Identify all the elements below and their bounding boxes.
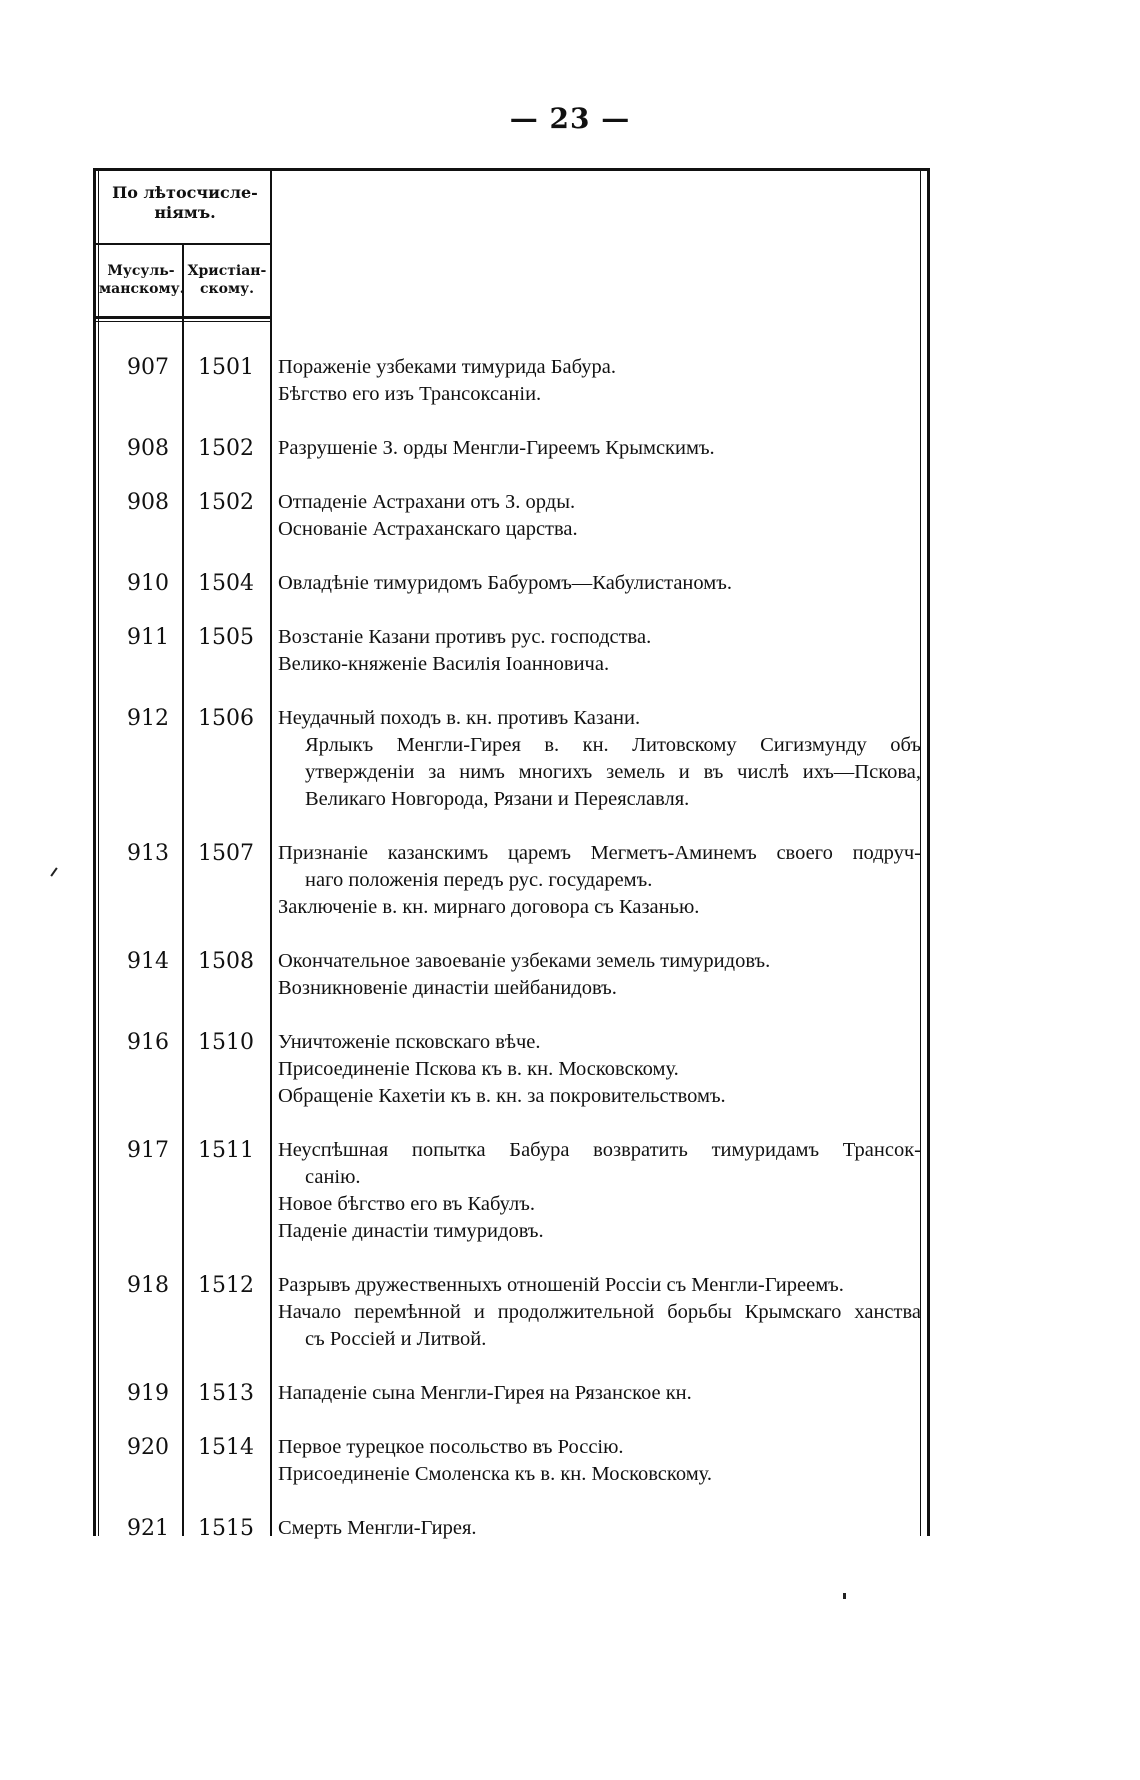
column-divider-muslim: [182, 245, 184, 1536]
event-entry: [278, 435, 921, 462]
header-col-line: Христіан-: [187, 263, 267, 279]
event-entry: [278, 732, 921, 813]
event-entry: [278, 624, 921, 651]
event-entry: [278, 1272, 921, 1299]
year-muslim: 908: [127, 490, 169, 515]
year-christian: 1515: [198, 1516, 254, 1541]
year-muslim: 919: [127, 1381, 169, 1406]
header-col-line: манскому.: [99, 281, 185, 297]
event-text-line: Отпаденіе Астрахани отъ З. орды.: [278, 491, 576, 513]
event-text-line: Начало перемѣнной и продолжительной борьбы Крымскаго ханства: [278, 1301, 921, 1323]
event-list: [278, 435, 921, 462]
event-text-line: Возстаніе Казани противъ рус. господства.: [278, 626, 652, 648]
event-text-line: наго положенія передъ рус. государемъ.: [305, 869, 653, 891]
event-list: [278, 1137, 921, 1245]
event-entry: [278, 1380, 921, 1407]
event-text-line: Уничтоженіе псковскаго вѣче.: [278, 1031, 541, 1053]
year-christian: 1507: [198, 841, 254, 866]
event-list: [278, 840, 921, 921]
year-muslim: 913: [127, 841, 169, 866]
event-text-line: Присоединеніе Пскова къ в. кн. Московскому.: [278, 1058, 679, 1080]
event-entry: [278, 1056, 921, 1083]
year-christian: 1501: [198, 355, 254, 380]
event-entry: [278, 570, 921, 597]
event-entry: [278, 1191, 921, 1218]
event-text-line: Обращеніе Кахетіи къ в. кн. за покровительствомъ.: [278, 1085, 726, 1107]
event-text-line: Основаніе Астраханскаго царства.: [278, 518, 578, 540]
event-entry: [278, 894, 921, 921]
left-double-rule: [98, 168, 99, 1536]
year-christian: 1502: [198, 490, 254, 515]
event-text-line: Велико-княженіе Василія Іоанновича.: [278, 653, 610, 675]
year-muslim: 911: [127, 625, 169, 650]
year-christian: 1505: [198, 625, 254, 650]
event-text-line: Великаго Новгорода, Рязани и Переяславля.: [305, 788, 690, 810]
scan-speck: [50, 867, 57, 876]
year-muslim: 912: [127, 706, 169, 731]
event-entry: [278, 975, 921, 1002]
header-col-line: скому.: [200, 281, 254, 297]
event-list: [278, 1434, 921, 1488]
header-group-line: ніямъ.: [154, 203, 216, 222]
header-group-line: По лѣтосчисле-: [112, 183, 258, 202]
event-entry: [278, 705, 921, 732]
event-text-line: Окончательное завоеваніе узбеками земель тимуридовъ.: [278, 950, 771, 972]
event-list: [278, 948, 921, 1002]
event-text-line: Пораженіе узбеками тимурида Бабура.: [278, 356, 616, 378]
event-entry: [278, 1515, 921, 1542]
event-entry: [278, 1299, 921, 1353]
header-bottom-rule-thin: [96, 321, 272, 322]
event-text-line: Овладѣніе тимуридомъ Бабуромъ—Кабулистаномъ.: [278, 572, 732, 594]
header-rule: [96, 243, 272, 245]
event-text-line: Первое турецкое посольство въ Россію.: [278, 1436, 624, 1458]
event-text-line: Неудачный походъ в. кн. противъ Казани.: [278, 707, 641, 729]
event-text-line: утвержденіи за нимъ многихъ земель и въ числѣ ихъ—Пскова,: [305, 761, 921, 783]
header-group-label: [100, 183, 270, 223]
event-entry: [278, 1434, 921, 1461]
event-text-line: Смерть Менгли-Гирея.: [278, 1517, 477, 1539]
event-entry: [278, 1461, 921, 1488]
event-text-line: Разрушеніе З. орды Менгли-Гиреемъ Крымскимъ.: [278, 437, 715, 459]
event-text-line: Бѣгство его изъ Трансоксаніи.: [278, 383, 542, 405]
event-entry: [278, 840, 921, 894]
event-text-line: Заключеніе в. кн. мирнаго договора съ Казанью.: [278, 896, 700, 918]
event-text-line: Возникновеніе династіи шейбанидовъ.: [278, 977, 617, 999]
year-muslim: 917: [127, 1138, 169, 1163]
event-list: [278, 624, 921, 678]
header-col-line: Мусуль-: [107, 263, 175, 279]
event-text-line: Нападеніе сына Менгли-Гирея на Рязанское кн.: [278, 1382, 692, 1404]
event-list: [278, 1272, 921, 1353]
event-entry: [278, 1218, 921, 1245]
column-divider-christian: [270, 168, 272, 1536]
event-list: [278, 1515, 921, 1542]
event-text-line: Паденіе династіи тимуридовъ.: [278, 1220, 544, 1242]
event-entry: [278, 948, 921, 975]
event-list: [278, 489, 921, 543]
event-list: [278, 570, 921, 597]
event-entry: [278, 1137, 921, 1191]
header-col-muslim: [99, 262, 183, 298]
year-christian: 1511: [198, 1138, 254, 1163]
event-text-line: Признаніе казанскимъ царемъ Мегметъ-Аминемъ своего подруч-: [278, 842, 921, 864]
year-muslim: 916: [127, 1030, 169, 1055]
year-christian: 1506: [198, 706, 254, 731]
year-christian: 1513: [198, 1381, 254, 1406]
year-muslim: 921: [127, 1516, 169, 1541]
event-text-line: Ярлыкъ Менгли-Гирея в. кн. Литовскому Сигизмунду объ: [305, 734, 921, 756]
event-text-line: Неуспѣшная попытка Бабура возвратить тимуридамъ Трансок-: [278, 1139, 921, 1161]
year-muslim: 908: [127, 436, 169, 461]
event-entry: [278, 1029, 921, 1056]
year-christian: 1502: [198, 436, 254, 461]
header-bottom-rule: [96, 316, 272, 319]
event-entry: [278, 354, 921, 381]
event-text-line: съ Россіей и Литвой.: [305, 1328, 487, 1350]
event-text-line: Новое бѣгство его въ Кабулъ.: [278, 1193, 535, 1215]
year-christian: 1510: [198, 1030, 254, 1055]
year-christian: 1508: [198, 949, 254, 974]
year-christian: 1514: [198, 1435, 254, 1460]
event-entry: [278, 1083, 921, 1110]
event-entry: [278, 651, 921, 678]
event-text-line: санію.: [305, 1166, 361, 1188]
event-text-line: Разрывъ дружественныхъ отношеній Россіи съ Менгли-Гиреемъ.: [278, 1274, 844, 1296]
event-list: [278, 1029, 921, 1110]
event-entry: [278, 489, 921, 516]
year-muslim: 907: [127, 355, 169, 380]
event-list: [278, 1380, 921, 1407]
event-entry: [278, 381, 921, 408]
year-muslim: 918: [127, 1273, 169, 1298]
year-christian: 1504: [198, 571, 254, 596]
page-number: — 23 —: [509, 102, 631, 135]
event-list: [278, 705, 921, 813]
event-list: [278, 354, 921, 408]
event-text-line: Присоединеніе Смоленска къ в. кн. Московскому.: [278, 1463, 712, 1485]
year-christian: 1512: [198, 1273, 254, 1298]
scan-speck: [843, 1593, 846, 1599]
year-muslim: 910: [127, 571, 169, 596]
year-muslim: 914: [127, 949, 169, 974]
header-col-christian: [184, 262, 270, 298]
event-entry: [278, 516, 921, 543]
year-muslim: 920: [127, 1435, 169, 1460]
